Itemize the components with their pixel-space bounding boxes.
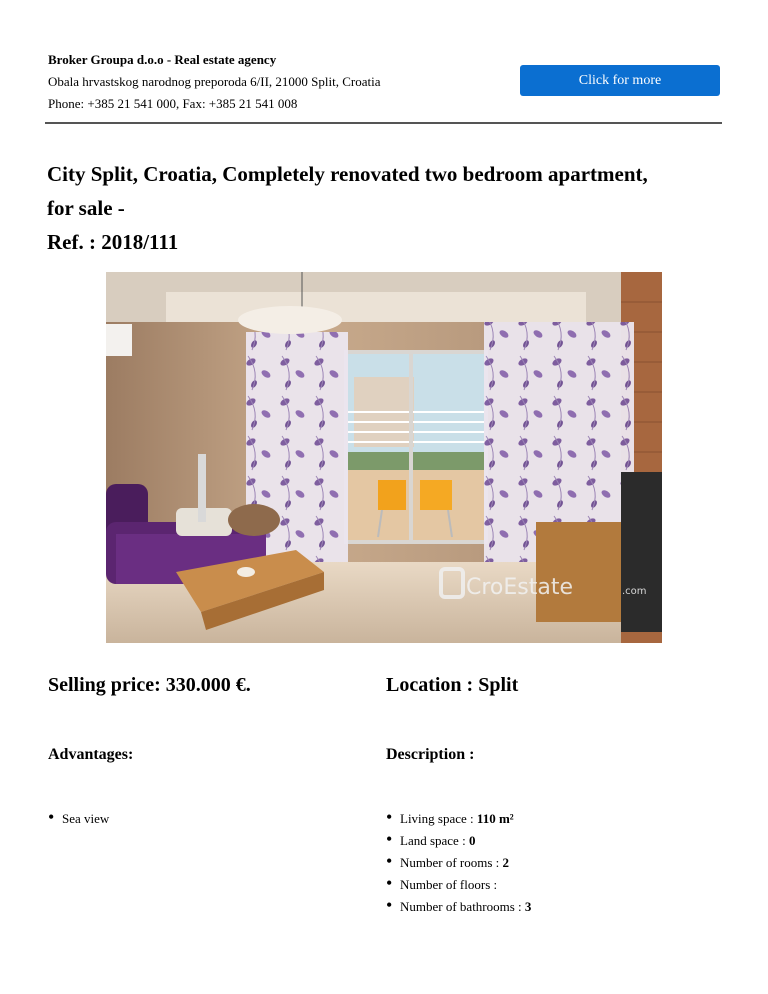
apartment-photo (106, 272, 662, 643)
title-line-2: for sale - (47, 196, 125, 220)
description-label: Land space : (400, 833, 469, 848)
selling-price: Selling price: 330.000 €. (48, 674, 251, 696)
title-line-1: City Split, Croatia, Completely renovated two bedroom apartment, (47, 162, 648, 186)
advantage-item: • Sea view (48, 808, 109, 830)
header-divider (45, 122, 722, 124)
advantages-heading: Advantages: (48, 746, 134, 763)
description-item-rooms (386, 852, 531, 874)
title-reference: Ref. : 2018/111 (47, 230, 179, 254)
agency-address: Obala hrvastskog narodnog preporoda 6/II, 21000 Split, Croatia (48, 74, 381, 89)
agency-phone: Phone: +385 21 541 000, Fax: +385 21 541 008 (48, 96, 298, 111)
description-value: 3 (524, 899, 532, 914)
description-list (386, 808, 531, 918)
description-label: Living space : (400, 811, 477, 826)
description-value: 2 (502, 855, 510, 870)
description-value: 110 m² (476, 811, 514, 826)
description-value: 0 (468, 833, 476, 848)
photo-watermark-suffix: .com (622, 586, 647, 597)
description-item-bathrooms (386, 896, 531, 918)
advantages-list (48, 808, 109, 830)
location: Location : Split (386, 674, 519, 696)
photo-watermark: CroEstate (466, 575, 574, 600)
description-label: Number of bathrooms : (400, 899, 525, 914)
agency-name: Broker Groupa d.o.o - Real estate agency (48, 52, 277, 67)
description-label: Number of floors : (400, 877, 498, 892)
description-heading: Description : (386, 746, 475, 763)
listing-title (47, 157, 737, 259)
description-item-living-space (386, 808, 531, 830)
description-label: Number of rooms : (400, 855, 503, 870)
click-for-more-button[interactable]: Click for more (520, 65, 720, 96)
description-item-floors (386, 874, 531, 896)
description-item-land-space (386, 830, 531, 852)
